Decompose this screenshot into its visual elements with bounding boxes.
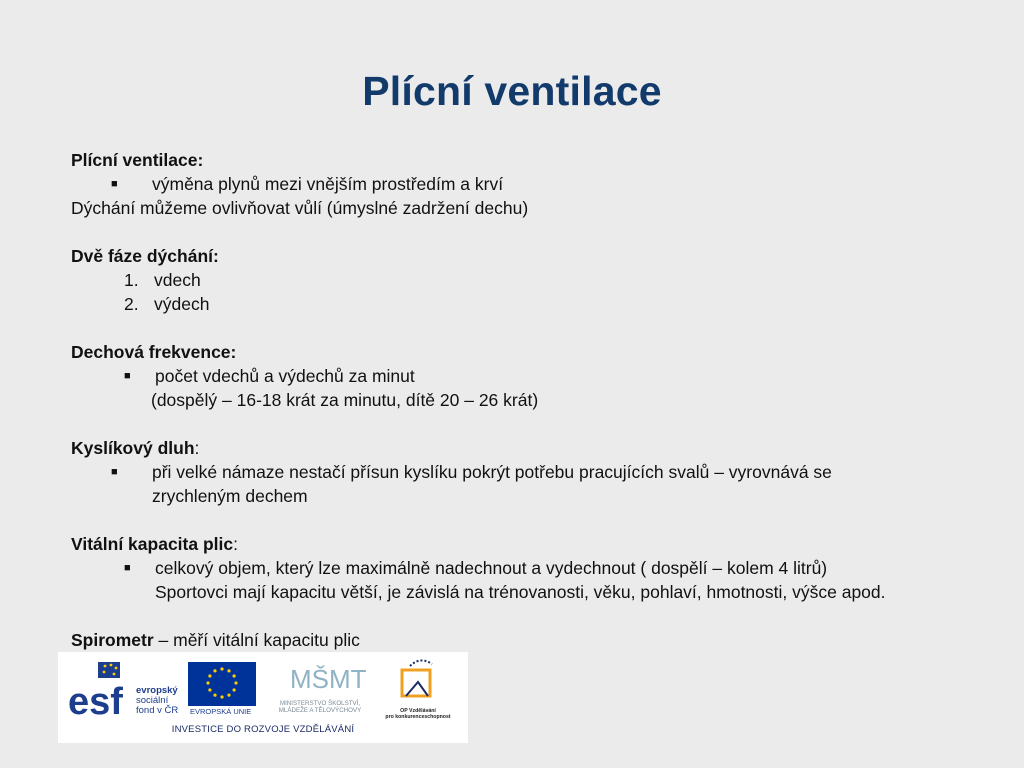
msmt-label: MINISTERSTVO ŠKOLSTVÍ, MLÁDEŽE A TĚLOVÝCHOVY bbox=[278, 700, 362, 714]
section-heading-phases: Dvě fáze dýchání: bbox=[71, 246, 219, 266]
eu-star-icon bbox=[220, 667, 223, 670]
eu-star-icon bbox=[208, 688, 211, 691]
bullet-icon: ■ bbox=[124, 370, 131, 382]
msmt-logo bbox=[290, 664, 367, 694]
slide-title: Plícní ventilace bbox=[362, 68, 662, 114]
eu-star-icon bbox=[213, 694, 216, 697]
svg-text:esf: esf bbox=[68, 681, 123, 723]
section-heading-oxygen-debt: Kyslíkový dluh: bbox=[71, 438, 200, 458]
eu-star-icon bbox=[233, 688, 236, 691]
list-item: vdech bbox=[154, 270, 201, 290]
eu-star-icon bbox=[220, 695, 223, 698]
esf-label: evropský sociální fond v ČR bbox=[136, 685, 179, 716]
eu-star-icon bbox=[227, 694, 230, 697]
op-label: OP Vzdělávání pro konkurenceschopnost bbox=[385, 708, 451, 720]
svg-text:MŠMT: MŠMT bbox=[290, 664, 367, 694]
section-heading-ventilation: Plícní ventilace: bbox=[71, 150, 204, 170]
bullet-icon: ■ bbox=[111, 178, 118, 190]
funding-logos bbox=[58, 652, 468, 743]
bullet-text: výměna plynů mezi vnějším prostředím a krví bbox=[152, 174, 504, 194]
bullet-text-wrap: zrychleným dechem bbox=[152, 486, 308, 506]
eu-flag-logo bbox=[188, 662, 256, 706]
bullet-text: při velké námaze nestačí přísun kyslíku pokrýt potřebu pracujících svalů – vyrovnává se bbox=[152, 462, 832, 482]
eu-star-icon bbox=[234, 681, 237, 684]
continuation-text: (dospělý – 16-18 krát za minutu, dítě 20 – 26 krát) bbox=[151, 390, 539, 410]
eu-star-icon bbox=[208, 674, 211, 677]
section-heading-spirometer: Spirometr – měří vitální kapacitu plic bbox=[71, 630, 360, 650]
esf-logo bbox=[68, 662, 123, 723]
eu-star-icon bbox=[227, 669, 230, 672]
eu-star-icon bbox=[213, 669, 216, 672]
eu-star-icon bbox=[206, 681, 209, 684]
continuation-text: Sportovci mají kapacitu větší, je závislá na trénovanosti, věku, pohlaví, hmotnosti, výšce apod. bbox=[155, 582, 886, 602]
bullet-text: celkový objem, který lze maximálně nadechnout a vydechnout ( dospělí – kolem 4 litrů) bbox=[155, 558, 828, 578]
logo-caption: INVESTICE DO ROZVOJE VZDĚLÁVÁNÍ bbox=[171, 724, 355, 735]
op-logo bbox=[402, 660, 432, 696]
bullet-icon: ■ bbox=[111, 466, 118, 478]
bullet-icon: ■ bbox=[124, 562, 131, 574]
list-number: 2. bbox=[124, 294, 139, 314]
eu-label: EVROPSKÁ UNIE bbox=[190, 707, 252, 716]
section-heading-vital-capacity: Vitální kapacita plic: bbox=[71, 534, 238, 554]
list-number: 1. bbox=[124, 270, 139, 290]
eu-star-icon bbox=[233, 674, 236, 677]
bullet-text: počet vdechů a výdechů za minut bbox=[155, 366, 415, 386]
section-heading-frequency: Dechová frekvence: bbox=[71, 342, 237, 362]
list-item: výdech bbox=[154, 294, 210, 314]
body-line: Dýchání můžeme ovlivňovat vůlí (úmyslné zadržení dechu) bbox=[71, 198, 529, 218]
